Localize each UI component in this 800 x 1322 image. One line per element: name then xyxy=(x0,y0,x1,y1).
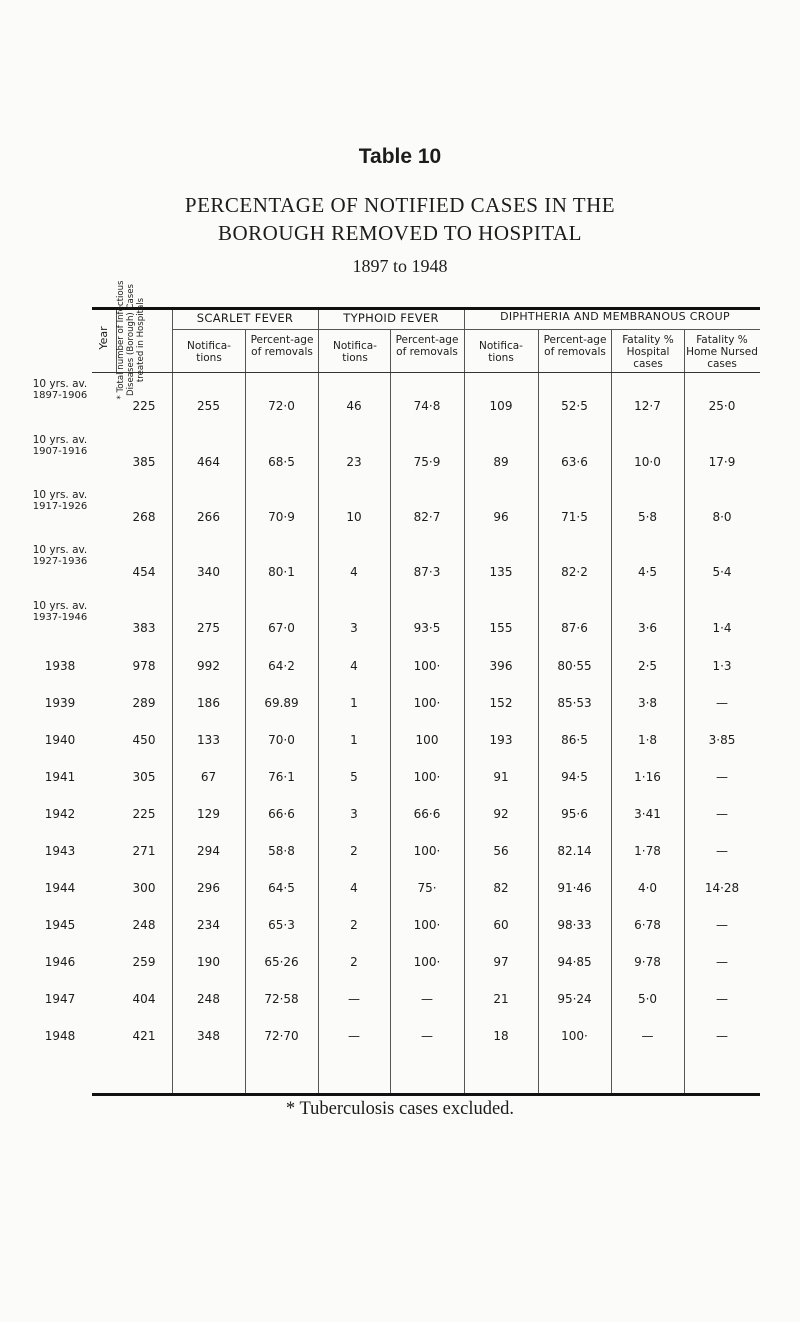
cell-tf-pct: 100· xyxy=(413,844,441,858)
cell-fatality-hospital: 3·6 xyxy=(637,621,658,635)
header-diphtheria: DIPHTHERIA AND MEMBRANOUS CROUP xyxy=(500,310,730,323)
cell-dp-pct: 95·24 xyxy=(557,992,592,1006)
cell-tf-pct: 87·3 xyxy=(413,565,441,579)
cell-dp-notifications: 135 xyxy=(489,565,513,579)
header-sf-notifications: Notifica-tions xyxy=(187,340,231,364)
row-year: 1947 xyxy=(44,992,76,1006)
cell-tf-notifications: — xyxy=(348,992,360,1006)
cell-dp-notifications: 96 xyxy=(493,510,509,524)
cell-dp-notifications: 193 xyxy=(489,733,513,747)
table-row xyxy=(0,378,800,413)
cell-sf-pct: 67·0 xyxy=(268,621,295,635)
row-year: 1946 xyxy=(44,955,76,969)
row-year: 1940 xyxy=(44,733,76,747)
cell-dp-notifications: 152 xyxy=(489,696,513,710)
cell-fatality-hospital: 2·5 xyxy=(637,659,658,673)
cell-sf-pct: 65·3 xyxy=(268,918,295,932)
cell-total: 225 xyxy=(132,399,156,413)
row-year: 1938 xyxy=(44,659,76,673)
cell-sf-notifications: 348 xyxy=(197,1029,220,1043)
cell-fatality-home: 1·3 xyxy=(712,659,732,673)
cell-fatality-hospital: 9·78 xyxy=(634,955,661,969)
cell-sf-notifications: 186 xyxy=(197,696,220,710)
cell-fatality-home: 1·4 xyxy=(712,621,732,635)
cell-sf-pct: 65·26 xyxy=(264,955,299,969)
cell-sf-pct: 72·70 xyxy=(264,1029,299,1043)
table-row xyxy=(0,434,800,469)
cell-sf-notifications: 190 xyxy=(197,955,220,969)
cell-tf-notifications: 3 xyxy=(350,621,358,635)
table-row xyxy=(0,766,800,788)
cell-sf-pct: 76·1 xyxy=(268,770,295,784)
cell-tf-notifications: 2 xyxy=(350,955,358,969)
cell-sf-notifications: 294 xyxy=(197,844,220,858)
header-sf-pct-removals: Percent-age of removals xyxy=(250,334,314,358)
cell-fatality-hospital: 5·8 xyxy=(637,510,658,524)
table-row xyxy=(0,600,800,635)
table-row xyxy=(0,988,800,1010)
header-tf-notifications: Notifica-tions xyxy=(333,340,377,364)
header-divider xyxy=(684,330,685,372)
cell-fatality-hospital: 10·0 xyxy=(634,455,661,469)
cell-sf-notifications: 67 xyxy=(200,770,217,784)
cell-dp-pct: 87·6 xyxy=(561,621,588,635)
row-year: 1945 xyxy=(44,918,76,932)
cell-fatality-home: — xyxy=(716,955,728,969)
cell-dp-pct: 86·5 xyxy=(561,733,588,747)
cell-fatality-hospital: 6·78 xyxy=(634,918,661,932)
cell-tf-notifications: — xyxy=(348,1029,360,1043)
cell-total: 421 xyxy=(132,1029,156,1043)
cell-total: 271 xyxy=(132,844,156,858)
row-year: 1942 xyxy=(44,807,76,821)
header-bottom-rule xyxy=(92,372,760,373)
cell-dp-notifications: 60 xyxy=(493,918,509,932)
row-year: 10 yrs. av. 1897-1906 xyxy=(32,378,88,401)
cell-total: 454 xyxy=(132,565,156,579)
row-year: 10 yrs. av. 1937-1946 xyxy=(32,600,88,623)
cell-fatality-home: — xyxy=(716,918,728,932)
cell-fatality-hospital: 4·0 xyxy=(637,881,658,895)
cell-dp-notifications: 91 xyxy=(493,770,509,784)
header-fatality-home: Fatality % Home Nursed cases xyxy=(686,334,758,370)
cell-fatality-home: 8·0 xyxy=(712,510,732,524)
cell-dp-pct: 94·5 xyxy=(561,770,588,784)
table-row xyxy=(0,840,800,862)
table-bottom-rule xyxy=(92,1093,760,1096)
table-row xyxy=(0,489,800,524)
cell-sf-notifications: 129 xyxy=(197,807,220,821)
cell-fatality-home: 17·9 xyxy=(708,455,736,469)
cell-tf-pct: 100 xyxy=(415,733,439,747)
cell-fatality-hospital: 12·7 xyxy=(634,399,661,413)
table-row xyxy=(0,914,800,936)
cell-fatality-home: — xyxy=(716,770,728,784)
cell-tf-notifications: 4 xyxy=(350,565,358,579)
header-typhoid-fever: TYPHOID FEVER xyxy=(343,311,439,325)
row-year: 10 yrs. av. 1917-1926 xyxy=(32,489,88,512)
cell-fatality-home: — xyxy=(716,992,728,1006)
cell-sf-pct: 70·9 xyxy=(268,510,295,524)
cell-tf-pct: 100· xyxy=(413,696,441,710)
cell-tf-notifications: 23 xyxy=(346,455,362,469)
cell-sf-pct: 64·2 xyxy=(268,659,295,673)
cell-sf-pct: 68·5 xyxy=(268,455,295,469)
cell-sf-notifications: 234 xyxy=(197,918,220,932)
cell-sf-pct: 64·5 xyxy=(268,881,295,895)
cell-total: 268 xyxy=(132,510,156,524)
header-divider xyxy=(390,330,391,372)
table-row xyxy=(0,803,800,825)
table-label: Table 10 xyxy=(358,145,442,168)
cell-tf-pct: 100· xyxy=(413,770,441,784)
header-divider xyxy=(538,330,539,372)
cell-total: 385 xyxy=(132,455,156,469)
cell-tf-notifications: 4 xyxy=(350,659,358,673)
cell-total: 248 xyxy=(132,918,156,932)
cell-dp-pct: 98·33 xyxy=(557,918,592,932)
cell-fatality-home: 14·28 xyxy=(704,881,740,895)
header-dp-notifications: Notifica-tions xyxy=(479,340,523,364)
cell-fatality-home: — xyxy=(716,807,728,821)
cell-dp-notifications: 92 xyxy=(493,807,509,821)
cell-tf-notifications: 5 xyxy=(350,770,358,784)
cell-total: 978 xyxy=(132,659,156,673)
cell-dp-pct: 82·2 xyxy=(561,565,588,579)
cell-tf-pct: — xyxy=(421,992,433,1006)
cell-fatality-hospital: 3·8 xyxy=(637,696,658,710)
cell-tf-notifications: 1 xyxy=(350,733,358,747)
cell-sf-notifications: 296 xyxy=(197,881,220,895)
footnote: * Tuberculosis cases excluded. xyxy=(285,1099,515,1119)
cell-fatality-hospital: 3·41 xyxy=(634,807,661,821)
row-year: 1941 xyxy=(44,770,76,784)
cell-dp-notifications: 18 xyxy=(493,1029,509,1043)
row-year: 10 yrs. av. 1927-1936 xyxy=(32,544,88,567)
cell-fatality-hospital: — xyxy=(641,1029,654,1043)
table-row xyxy=(0,877,800,899)
cell-dp-notifications: 21 xyxy=(493,992,509,1006)
cell-sf-pct: 70·0 xyxy=(268,733,295,747)
cell-total: 289 xyxy=(132,696,156,710)
cell-tf-pct: 74·8 xyxy=(413,399,441,413)
cell-dp-notifications: 56 xyxy=(493,844,509,858)
cell-dp-pct: 71·5 xyxy=(561,510,588,524)
cell-dp-pct: 80·55 xyxy=(557,659,592,673)
header-fatality-hospital: Fatality % Hospital cases xyxy=(622,334,674,370)
cell-fatality-home: 25·0 xyxy=(708,399,736,413)
cell-fatality-hospital: 1·8 xyxy=(637,733,658,747)
cell-sf-notifications: 992 xyxy=(197,659,220,673)
row-year: 10 yrs. av. 1907-1916 xyxy=(32,434,88,457)
table-row xyxy=(0,729,800,751)
cell-tf-pct: — xyxy=(421,1029,433,1043)
header-divider xyxy=(464,310,465,372)
cell-tf-notifications: 4 xyxy=(350,881,358,895)
page-title-line-2: BOROUGH REMOVED TO HOSPITAL xyxy=(218,221,582,245)
header-total-infectious: * Total number of Infectious Diseases (Borough) Cases treated in Hospitals xyxy=(116,280,146,400)
cell-tf-notifications: 2 xyxy=(350,918,358,932)
cell-fatality-home: — xyxy=(716,1029,728,1043)
cell-total: 259 xyxy=(132,955,156,969)
table-row xyxy=(0,544,800,579)
cell-total: 404 xyxy=(132,992,156,1006)
cell-total: 225 xyxy=(132,807,156,821)
cell-tf-pct: 66·6 xyxy=(413,807,441,821)
table-row xyxy=(0,692,800,714)
cell-tf-notifications: 3 xyxy=(350,807,358,821)
page-title-line-1: PERCENTAGE OF NOTIFIED CASES IN THE xyxy=(184,193,616,217)
cell-dp-pct: 91·46 xyxy=(557,881,592,895)
cell-fatality-hospital: 5·0 xyxy=(637,992,658,1006)
cell-dp-notifications: 396 xyxy=(489,659,513,673)
header-dp-pct-removals: Percent-age of removals xyxy=(543,334,607,358)
cell-sf-pct: 69.89 xyxy=(264,696,299,710)
cell-fatality-home: 5·4 xyxy=(712,565,732,579)
cell-tf-pct: 75· xyxy=(417,881,437,895)
cell-dp-notifications: 97 xyxy=(493,955,509,969)
cell-tf-notifications: 46 xyxy=(346,399,362,413)
cell-dp-pct: 95·6 xyxy=(561,807,588,821)
cell-total: 305 xyxy=(132,770,156,784)
cell-total: 300 xyxy=(132,881,156,895)
cell-tf-notifications: 10 xyxy=(346,510,362,524)
cell-sf-notifications: 275 xyxy=(197,621,220,635)
table-row xyxy=(0,655,800,677)
header-scarlet-fever: SCARLET FEVER xyxy=(196,311,294,325)
cell-dp-pct: 52·5 xyxy=(561,399,588,413)
group-header-rule xyxy=(172,329,760,330)
cell-dp-pct: 82.14 xyxy=(557,844,592,858)
cell-sf-pct: 80·1 xyxy=(268,565,295,579)
header-divider xyxy=(611,330,612,372)
cell-tf-pct: 82·7 xyxy=(413,510,441,524)
cell-dp-notifications: 155 xyxy=(489,621,513,635)
cell-tf-pct: 93·5 xyxy=(413,621,441,635)
cell-sf-pct: 58·8 xyxy=(268,844,295,858)
cell-dp-pct: 85·53 xyxy=(557,696,592,710)
cell-tf-pct: 100· xyxy=(413,659,441,673)
cell-fatality-home: — xyxy=(716,844,728,858)
cell-sf-notifications: 266 xyxy=(197,510,220,524)
cell-sf-notifications: 464 xyxy=(197,455,220,469)
table-row xyxy=(0,951,800,973)
cell-total: 383 xyxy=(132,621,156,635)
cell-tf-pct: 100· xyxy=(413,955,441,969)
cell-sf-pct: 72·0 xyxy=(268,399,295,413)
cell-tf-notifications: 2 xyxy=(350,844,358,858)
cell-fatality-hospital: 1·78 xyxy=(634,844,661,858)
row-year: 1948 xyxy=(44,1029,76,1043)
cell-dp-pct: 63·6 xyxy=(561,455,588,469)
cell-dp-pct: 100· xyxy=(561,1029,588,1043)
cell-fatality-hospital: 1·16 xyxy=(634,770,661,784)
cell-tf-pct: 75·9 xyxy=(413,455,441,469)
cell-sf-pct: 66·6 xyxy=(268,807,295,821)
cell-tf-notifications: 1 xyxy=(350,696,358,710)
header-tf-pct-removals: Percent-age of removals xyxy=(395,334,459,358)
cell-dp-notifications: 109 xyxy=(489,399,513,413)
cell-dp-notifications: 89 xyxy=(493,455,509,469)
cell-fatality-hospital: 4·5 xyxy=(637,565,658,579)
cell-sf-notifications: 133 xyxy=(197,733,220,747)
row-year: 1943 xyxy=(44,844,76,858)
cell-tf-pct: 100· xyxy=(413,918,441,932)
year-range: 1897 to 1948 xyxy=(352,256,448,276)
cell-dp-pct: 94·85 xyxy=(557,955,592,969)
cell-sf-notifications: 248 xyxy=(197,992,220,1006)
header-year: Year xyxy=(97,326,110,350)
cell-fatality-home: — xyxy=(716,696,728,710)
cell-dp-notifications: 82 xyxy=(493,881,509,895)
cell-sf-notifications: 255 xyxy=(197,399,220,413)
header-divider xyxy=(245,330,246,372)
cell-sf-notifications: 340 xyxy=(197,565,220,579)
row-year: 1939 xyxy=(44,696,76,710)
table-row xyxy=(0,1025,800,1047)
cell-sf-pct: 72·58 xyxy=(264,992,299,1006)
cell-total: 450 xyxy=(132,733,156,747)
cell-fatality-home: 3·85 xyxy=(708,733,736,747)
row-year: 1944 xyxy=(44,881,76,895)
